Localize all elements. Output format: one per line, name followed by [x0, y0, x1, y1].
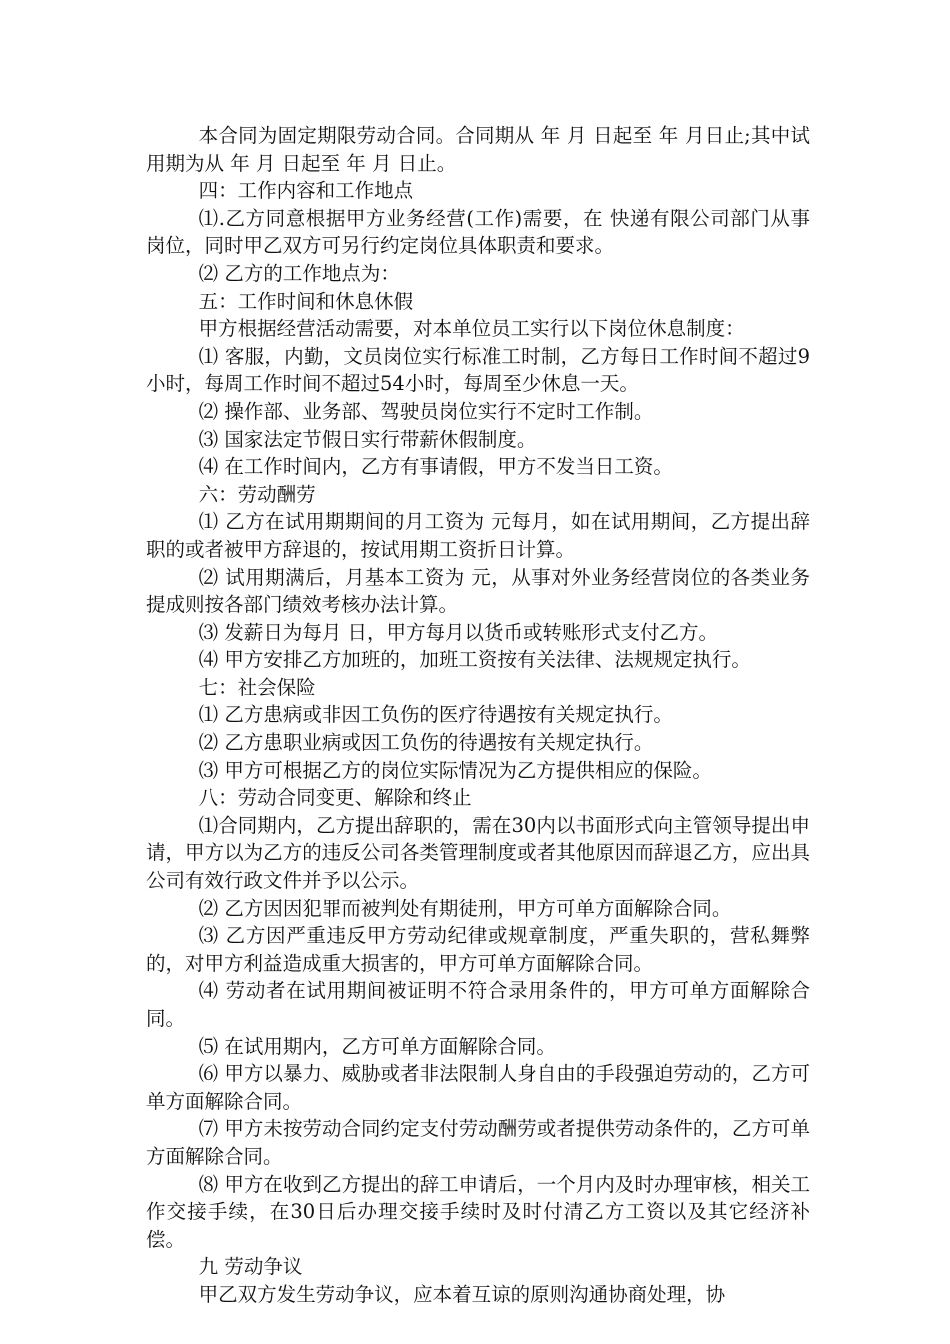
paragraph: ⑵ 试用期满后，月基本工资为 元，从事对外业务经营岗位的各类业务提成则按各部门绩效考核办法计算。: [146, 565, 810, 617]
paragraph: ⑸ 在试用期内，乙方可单方面解除合同。: [198, 1034, 556, 1058]
paragraph: ⑶ 国家法定节假日实行带薪休假制度。: [198, 427, 537, 451]
section-heading-remuneration: 六：劳动酬劳: [198, 482, 316, 506]
section-heading-work-content: 四：工作内容和工作地点: [198, 179, 414, 203]
paragraph: ⑴合同期内，乙方提出辞职的，需在30内以书面形式向主管领导提出申请，甲方以为乙方的违反公司各类管理制度或者其他原因而辞退乙方，应出具公司有效行政文件并予以公示。: [146, 813, 810, 893]
paragraph: ⑵ 乙方因因犯罪而被判处有期徒刑，甲方可单方面解除合同。: [198, 896, 732, 920]
section-heading-work-hours: 五：工作时间和休息休假: [198, 289, 414, 313]
paragraph: ⑶ 乙方因严重违反甲方劳动纪律或规章制度，严重失职的，营私舞弊的，对甲方利益造成重大损害的，甲方可单方面解除合同。: [146, 924, 810, 975]
document-page: [146, 122, 810, 1309]
paragraph: ⑷ 劳动者在试用期间被证明不符合录用条件的，甲方可单方面解除合同。: [146, 979, 810, 1030]
paragraph: 甲乙双方发生劳动争议，应本着互谅的原则沟通协商处理，协: [198, 1282, 726, 1306]
section-heading-labor-dispute: 九 劳动争议: [198, 1255, 303, 1279]
paragraph: ⑴.乙方同意根据甲方业务经营(工作)需要，在 快递有限公司部门从事 岗位，同时甲乙双方可另行约定岗位具体职责和要求。: [146, 206, 810, 258]
paragraph: ⑶ 甲方可根据乙方的岗位实际情况为乙方提供相应的保险。: [198, 758, 712, 782]
paragraph: ⑹ 甲方以暴力、威胁或者非法限制人身自由的手段强迫劳动的，乙方可单方面解除合同。: [146, 1062, 810, 1113]
paragraph: ⑵ 乙方的工作地点为：: [198, 261, 400, 285]
paragraph: ⑷ 在工作时间内，乙方有事请假，甲方不发当日工资。: [198, 455, 673, 479]
section-heading-social-insurance: 七：社会保险: [198, 675, 316, 699]
paragraph: 甲方根据经营活动需要，对本单位员工实行以下岗位休息制度：: [198, 317, 745, 341]
paragraph: ⑵ 操作部、业务部、驾驶员岗位实行不定时工作制。: [198, 399, 654, 423]
section-heading-contract-termination: 八：劳动合同变更、解除和终止: [198, 786, 472, 810]
paragraph: ⑴ 乙方在试用期期间的月工资为 元每月，如在试用期间，乙方提出辞职的或者被甲方辞退的，按试用期工资折日计算。: [146, 510, 810, 561]
paragraph: ⑻ 甲方在收到乙方提出的辞工申请后，一个月内及时办理审核，相关工作交接手续，在30日后办理交接手续时及时付清乙方工资以及其它经济补偿。: [146, 1172, 810, 1251]
paragraph: ⑴ 乙方患病或非因工负伤的医疗待遇按有关规定执行。: [198, 703, 673, 727]
paragraph: ⑺ 甲方未按劳动合同约定支付劳动酬劳或者提供劳动条件的，乙方可单方面解除合同。: [146, 1117, 810, 1168]
contract-term-paragraph: 本合同为固定期限劳动合同。合同期从 年 月 日起至 年 月日止;其中试用期为从 年 月 日起至 年 月 日止。: [146, 124, 810, 175]
paragraph: ⑵ 乙方患职业病或因工负伤的待遇按有关规定执行。: [198, 731, 654, 755]
paragraph: ⑴ 客服，内勤，文员岗位实行标准工时制，乙方每日工作时间不超过9小时，每周工作时间不超过54小时，每周至少休息一天。: [146, 344, 810, 396]
paragraph: ⑶ 发薪日为每月 日，甲方每月以货币或转账形式支付乙方。: [198, 620, 719, 644]
paragraph: ⑷ 甲方安排乙方加班的，加班工资按有关法律、法规规定执行。: [198, 648, 751, 672]
